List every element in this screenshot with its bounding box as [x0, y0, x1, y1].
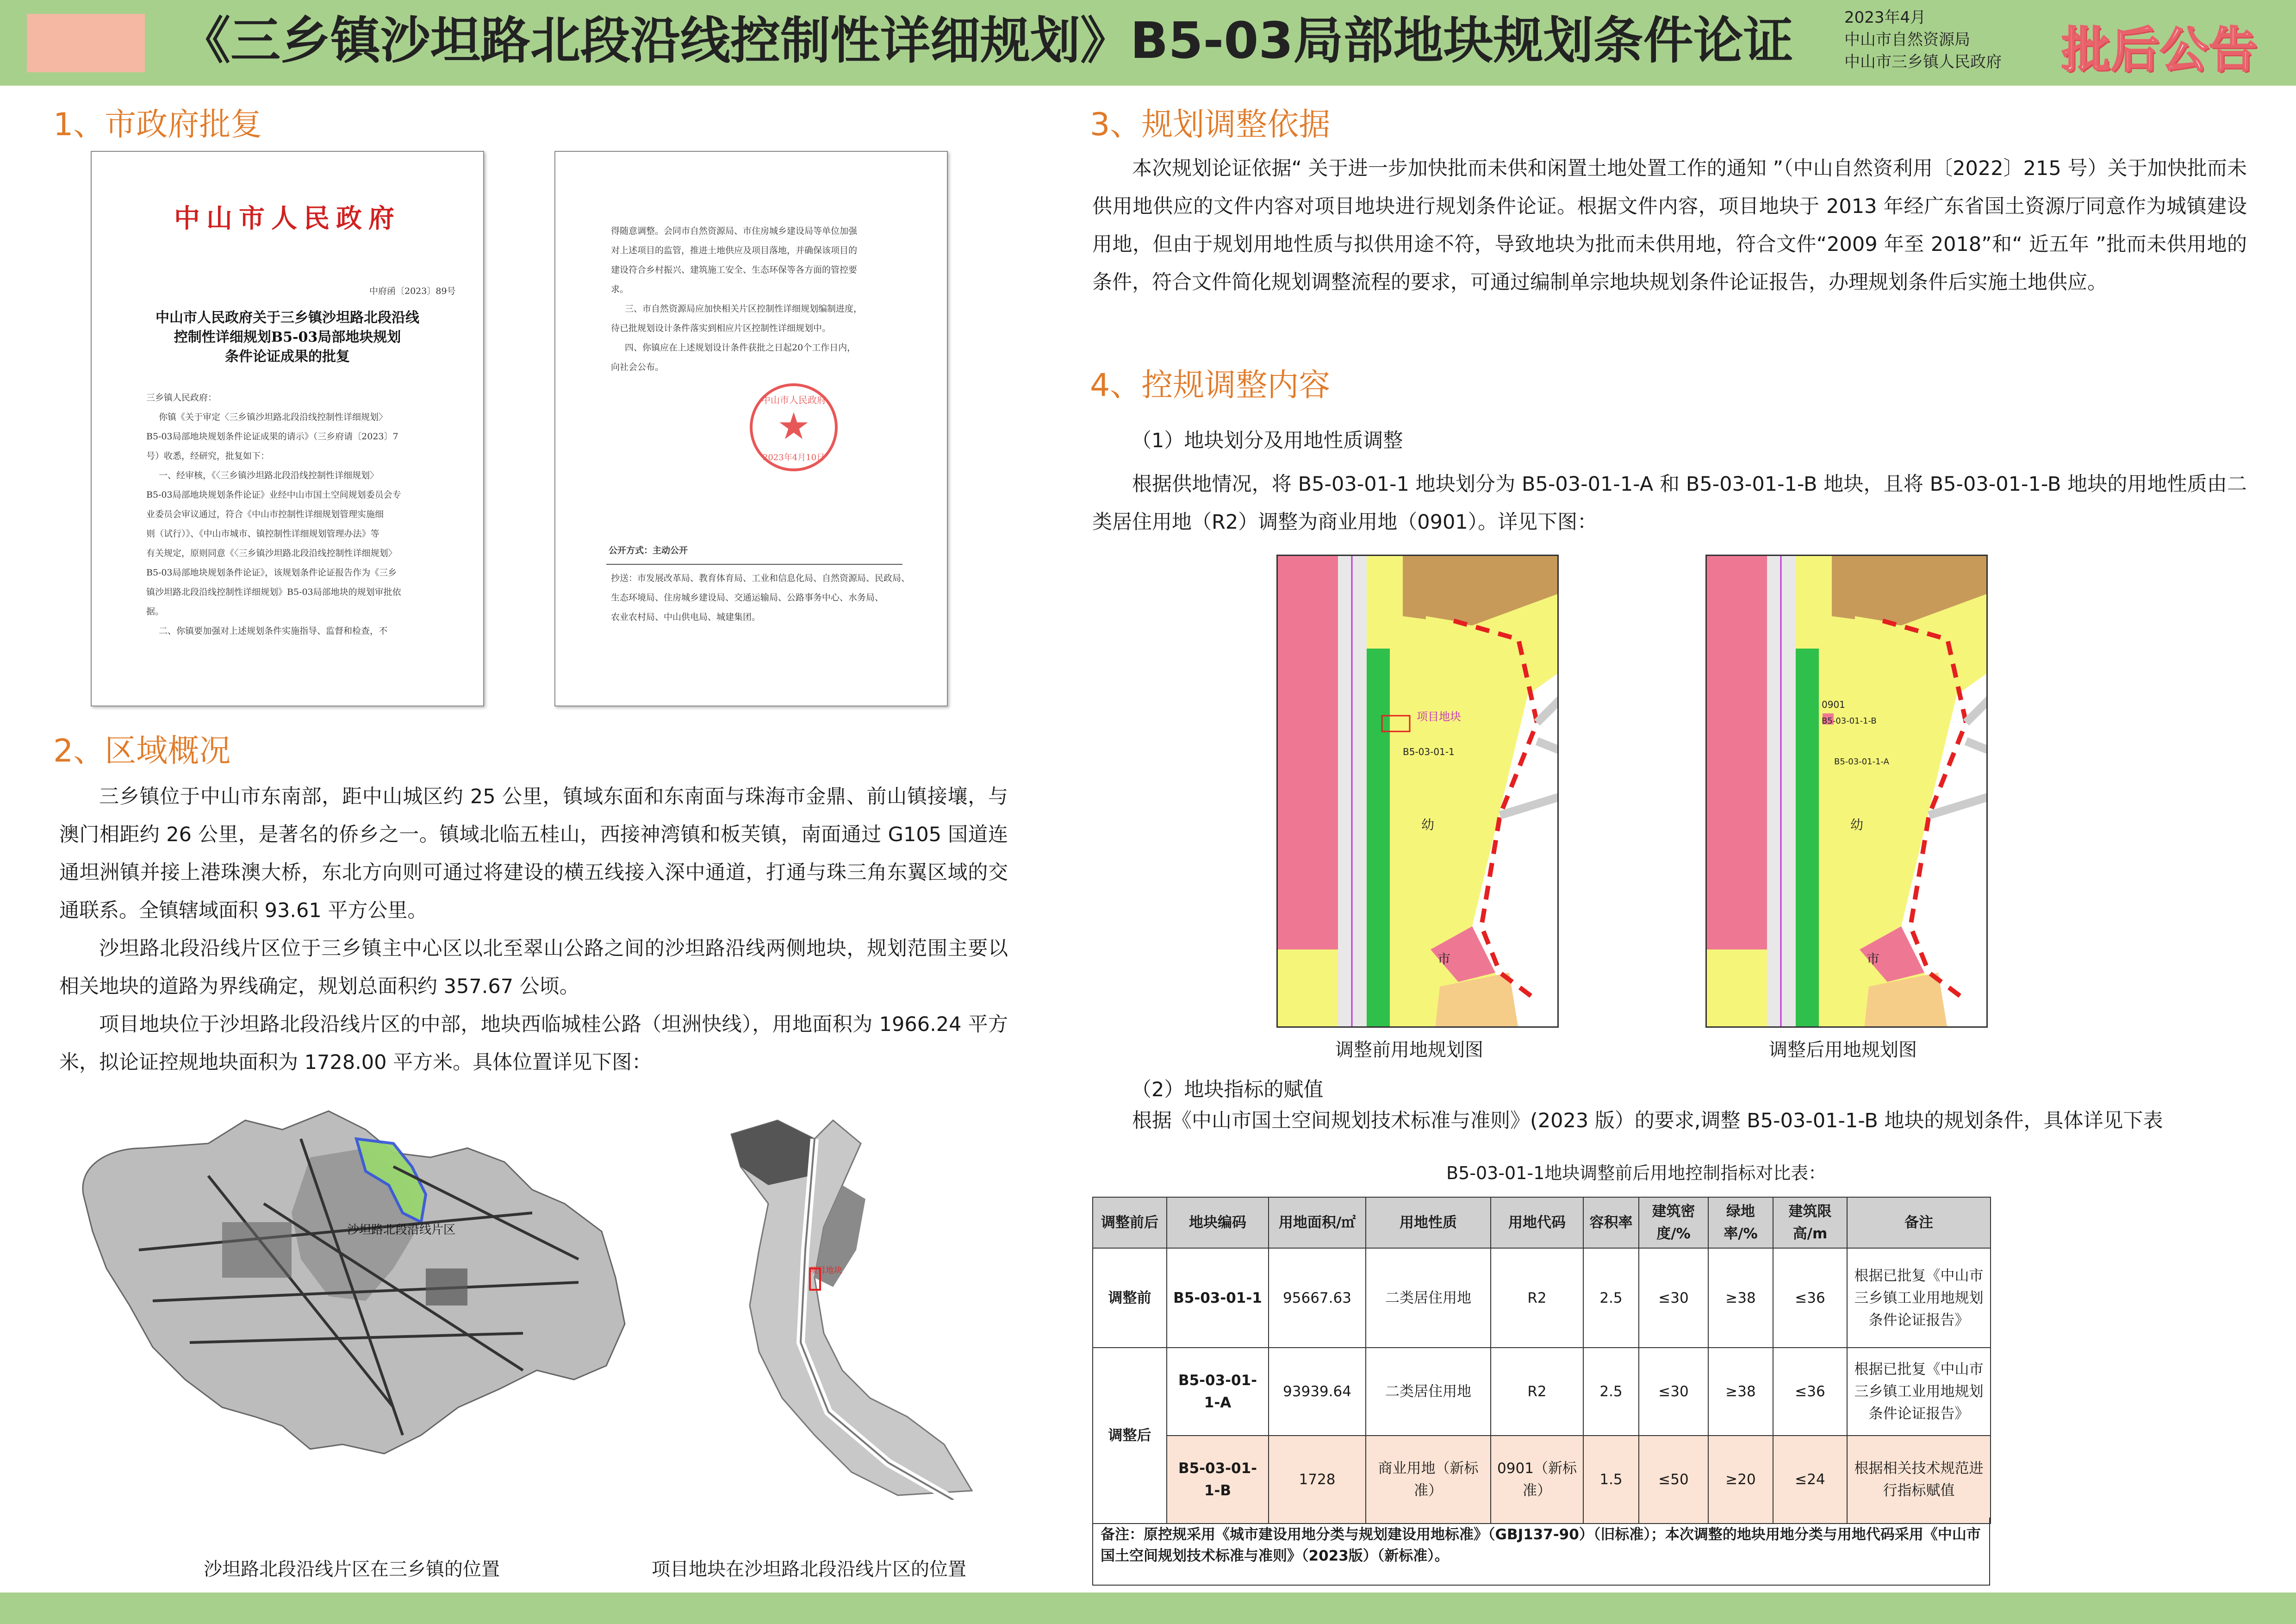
page-title: 《三乡镇沙坦路北段沿线控制性详细规划》B5-03局部地块规划条件论证: [180, 12, 1793, 70]
table-cell: B5-03-01-1-B: [1167, 1436, 1269, 1524]
map-label-site: 项目地块: [1417, 710, 1461, 723]
land-use-map-before: [1276, 555, 1559, 1028]
doc-body-line: 镇沙坦路北段沿线控制性详细规划》B5-03局部地块的规划审批依: [146, 587, 401, 597]
table-cell: ≤36: [1773, 1348, 1847, 1436]
table-cell: ≤30: [1639, 1248, 1708, 1348]
map-label-plot-a: B5-03-01-1-A: [1834, 757, 1889, 767]
doc-title-line-1: 中山市人民政府关于三乡镇沙坦路北段沿线: [156, 310, 419, 326]
table-cell: 二类居住用地: [1366, 1348, 1491, 1436]
control-indicator-table: [1092, 1197, 1991, 1524]
doc-cc-line: 抄送：市发展改革局、教育体育局、工业和信息化局、自然资源局、民政局、: [611, 573, 910, 583]
footer-bar: [0, 1593, 2296, 1624]
planning-basis-text: [1092, 150, 2247, 301]
doc-body-line: 三、市自然资源局应加快相关片区控制性详细规划编制进度，: [625, 304, 863, 314]
table-cell-group: 调整后: [1093, 1348, 1167, 1524]
doc-reference-number: 中府函〔2023〕89号: [369, 286, 456, 296]
doc-body-line: 待已批规划设计条件落实到相应片区控制性详细规划中。: [611, 323, 831, 333]
table-header: 用地面积/㎡: [1269, 1197, 1366, 1248]
doc-body-line: 据。: [146, 606, 164, 617]
land-use-map-after: [1705, 555, 1988, 1028]
doc-body-line: 则（试行）》、《中山市城市、镇控制性详细规划管理办法》等: [146, 529, 380, 539]
map-label-code: 0901: [1822, 699, 1845, 710]
map-label-kindergarten: 幼: [1850, 817, 1864, 832]
doc-body-line: 求。: [611, 284, 629, 294]
table-cell: 95667.63: [1269, 1248, 1366, 1348]
table-header: 用地代码: [1491, 1197, 1583, 1248]
doc-body-line: 一、经审核，《〈三乡镇沙坦路北段沿线控制性详细规划〉: [159, 470, 379, 481]
caption-map-1: 沙坦路北段沿线片区在三乡镇的位置: [204, 1559, 500, 1580]
doc-addressee: 三乡镇人民政府：: [146, 393, 217, 403]
table-header-row: [1093, 1197, 1991, 1248]
caption-map-3: 调整前用地规划图: [1335, 1039, 1483, 1061]
seal-issuer-text: 中山市人民政府: [761, 394, 826, 406]
table-cell: B5-03-01-1-A: [1167, 1348, 1269, 1436]
table-cell: ≥38: [1708, 1248, 1773, 1348]
table-cell: 根据已批复《中山市三乡镇工业用地规划条件论证报告》: [1847, 1248, 1991, 1348]
table-note: 备注：原控规采用《城市建设用地分类与规划建设用地标准》（GBJ137-90）（旧标准）；本次调整的地块用地分类与用地代码采用《中山市国土空间规划技术标准与准则》（2023版）（新标准）。: [1092, 1518, 1990, 1586]
table-header: 容积率: [1583, 1197, 1639, 1248]
table-cell: 二类居住用地: [1366, 1248, 1491, 1348]
table-cell: 1728: [1269, 1436, 1366, 1524]
divider: [606, 564, 902, 565]
paragraph: 本次规划论证依据“ 关于进一步加快批而未供和闲置土地处置工作的通知 ”（中山自然资利用〔2022〕215 号）关于加快批而未供用地供应的文件内容对项目地块进行规划条件论证。根据文件内容，项目地块于 2013 年经广东省国土资源厅同意作为城镇建设用地，但由于规划用地性质与拟供用途不符，导致地块为批而未供用地，符合文件“2009 年至 2018”和“ 近五年 ”批而未供用地的条件，符合文件简化规划调整流程的要求，可通过编制单宗地块规划条件论证报告，办理规划条件后实施土地供应。: [1092, 157, 2247, 294]
doc-body-line: 四、你镇应在上述规划设计条件获批之日起20个工作日内，: [625, 343, 856, 353]
table-header: 调整前后: [1093, 1197, 1167, 1248]
approval-document-page-2: [554, 151, 948, 706]
table-cell: 93939.64: [1269, 1348, 1366, 1436]
seal-date: 2023年4月10日: [762, 453, 825, 462]
section-1-heading: 1、市政府批复: [53, 106, 262, 143]
table-cell: R2: [1491, 1248, 1583, 1348]
table-cell: R2: [1491, 1348, 1583, 1436]
map-label-kindergarten: 幼: [1421, 817, 1435, 832]
map-label-market: 市: [1867, 951, 1880, 967]
table-cell: ≤36: [1773, 1248, 1847, 1348]
doc-body-line: 有关规定，原则同意《〈三乡镇沙坦路北段沿线控制性详细规划〉: [146, 548, 397, 558]
paragraph: 根据《中山市国土空间规划技术标准与准则》(2023 版）的要求,调整 B5-03-01-1-B 地块的规划条件，具体详见下表: [1132, 1109, 2163, 1132]
table-row-highlighted: [1093, 1436, 1991, 1524]
doc-body-line: 你镇《关于审定〈三乡镇沙坦路北段沿线控制性详细规划〉: [159, 412, 388, 422]
district-location-map: [722, 1111, 981, 1500]
doc-body-line: 号）收悉，经研究，批复如下：: [146, 451, 270, 461]
doc-body-line: 业委员会审议通过，符合《中山市控制性详细规划管理实施细: [146, 509, 384, 519]
indicator-text: [1092, 1102, 2247, 1140]
paragraph: 根据供地情况，将 B5-03-01-1 地块划分为 B5-03-01-1-A 和 B5-03-01-1-B 地块，且将 B5-03-01-1-B 地块的用地性质由二类居住用地（R2）调整为商业用地（0901）。详见下图：: [1092, 473, 2247, 534]
doc-title-line-3: 条件论证成果的批复: [225, 349, 350, 365]
doc-body-line: 对上述项目的监管，推进土地供应及项目落地，并确保该项目的: [611, 245, 858, 256]
doc-body-line: B5-03局部地块规划条件论证》，该规划条件论证报告作为《三乡: [146, 568, 397, 578]
section-2-heading: 2、区域概况: [53, 733, 231, 769]
table-cell: ≥20: [1708, 1436, 1773, 1524]
subheading-1: （1）地块划分及用地性质调整: [1132, 429, 1403, 452]
section-3-heading: 3、规划调整依据: [1090, 106, 1331, 143]
map-label-market: 市: [1437, 951, 1451, 967]
table-cell: 2.5: [1583, 1248, 1639, 1348]
table-header: 备注: [1847, 1197, 1991, 1248]
table-cell-group: 调整前: [1093, 1248, 1167, 1348]
table-cell: ≤30: [1639, 1348, 1708, 1436]
table-title: B5-03-01-1地块调整前后用地控制指标对比表：: [1446, 1163, 1826, 1183]
doc-body-line: B5-03局部地块规划条件论证成果的请示》（三乡府请〔2023〕7: [146, 431, 398, 442]
publication-stamp: 批后公告: [2062, 22, 2259, 78]
header-org-2: 中山市三乡镇人民政府: [1844, 53, 2002, 71]
doc-body-line: 建设符合乡村振兴、建筑施工安全、生态环保等各方面的管控要: [611, 265, 858, 275]
map-label-site: 项目地块: [809, 1266, 842, 1275]
official-seal: [750, 383, 838, 471]
table-cell: 商业用地（新标准）: [1366, 1436, 1491, 1524]
map-label-plot-b: B5-03-01-1-B: [1822, 716, 1877, 726]
table-header: 绿地率/%: [1708, 1197, 1773, 1248]
table-cell: 1.5: [1583, 1436, 1639, 1524]
table-header: 建筑密度/%: [1639, 1197, 1708, 1248]
caption-map-4: 调整后用地规划图: [1769, 1039, 1917, 1061]
table-cell: 2.5: [1583, 1348, 1639, 1436]
doc-issuer-header: 中山市人民政府: [174, 203, 401, 234]
doc-body-line: 向社会公布。: [611, 362, 664, 372]
town-location-map: [69, 1083, 648, 1472]
doc-body-line: 二、你镇要加强对上述规划条件实施指导、监督和检查，不: [159, 626, 388, 636]
header-org-1: 中山市自然资源局: [1844, 31, 1970, 49]
header-date: 2023年4月: [1844, 8, 1926, 27]
table-row: [1093, 1348, 1991, 1436]
subheading-2: （2）地块指标的赋值: [1132, 1078, 1324, 1101]
caption-map-2: 项目地块在沙坦路北段沿线片区的位置: [652, 1559, 966, 1580]
map-label-plot: B5-03-01-1: [1403, 746, 1455, 757]
header-meta: [1844, 6, 2002, 73]
doc-cc-line: 生态环境局、住房城乡建设局、交通运输局、公路事务中心、水务局、: [611, 593, 884, 603]
table-cell: ≥38: [1708, 1348, 1773, 1436]
table-header: 用地性质: [1366, 1197, 1491, 1248]
section-4-heading: 4、控规调整内容: [1090, 367, 1331, 404]
approval-document-page-1: [91, 151, 484, 706]
table-cell: ≤24: [1773, 1436, 1847, 1524]
doc-body-line: B5-03局部地块规划条件论证》业经中山市国土空间规划委员会专: [146, 490, 401, 500]
table-row: [1093, 1248, 1991, 1348]
star-icon: ★: [777, 405, 810, 448]
doc-body-line: 得随意调整。会同市自然资源局、市住房城乡建设局等单位加强: [611, 226, 858, 236]
table-cell: 根据相关技术规范进行指标赋值: [1847, 1436, 1991, 1524]
paragraph: 三乡镇位于中山市东南部，距中山城区约 25 公里，镇域东面和东南面与珠海市金鼎、前山镇接壤，与澳门相距约 26 公里，是著名的侨乡之一。镇域北临五桂山，西接神湾镇和板芙镇，南面通过 G105 国道连通坦洲镇并接上港珠澳大桥，东北方向则可通过将建设的横五线接入深中通道，打通与珠三角东翼区域的交通联系。全镇辖域面积 93.61 平方公里。: [59, 785, 1008, 922]
table-header: 建筑限高/m: [1773, 1197, 1847, 1248]
map-label-district: 沙坦路北段沿线片区: [347, 1223, 456, 1237]
land-division-text: [1092, 465, 2247, 541]
table-cell: B5-03-01-1: [1167, 1248, 1269, 1348]
doc-cc-line: 农业农村局、中山供电局、城建集团。: [611, 612, 761, 622]
table-cell: ≤50: [1639, 1436, 1708, 1524]
region-overview-text: [59, 778, 1008, 1081]
doc-title-line-2: 控制性详细规划B5-03局部地块规划: [174, 329, 401, 345]
table-header: 地块编码: [1167, 1197, 1269, 1248]
header-color-block: [27, 14, 145, 72]
doc-publication-mode: 公开方式：主动公开: [609, 545, 688, 556]
table-cell: 0901（新标准）: [1491, 1436, 1583, 1524]
table-cell: 根据已批复《中山市三乡镇工业用地规划条件论证报告》: [1847, 1348, 1991, 1436]
paragraph: 沙坦路北段沿线片区位于三乡镇主中心区以北至翠山公路之间的沙坦路沿线两侧地块，规划范围主要以相关地块的道路为界线确定，规划总面积约 357.67 公顷。: [59, 937, 1008, 998]
paragraph: 项目地块位于沙坦路北段沿线片区的中部，地块西临城桂公路（坦洲快线），用地面积为 1966.24 平方米，拟论证控规地块面积为 1728.00 平方米。具体位置详见下图：: [59, 1013, 1008, 1074]
